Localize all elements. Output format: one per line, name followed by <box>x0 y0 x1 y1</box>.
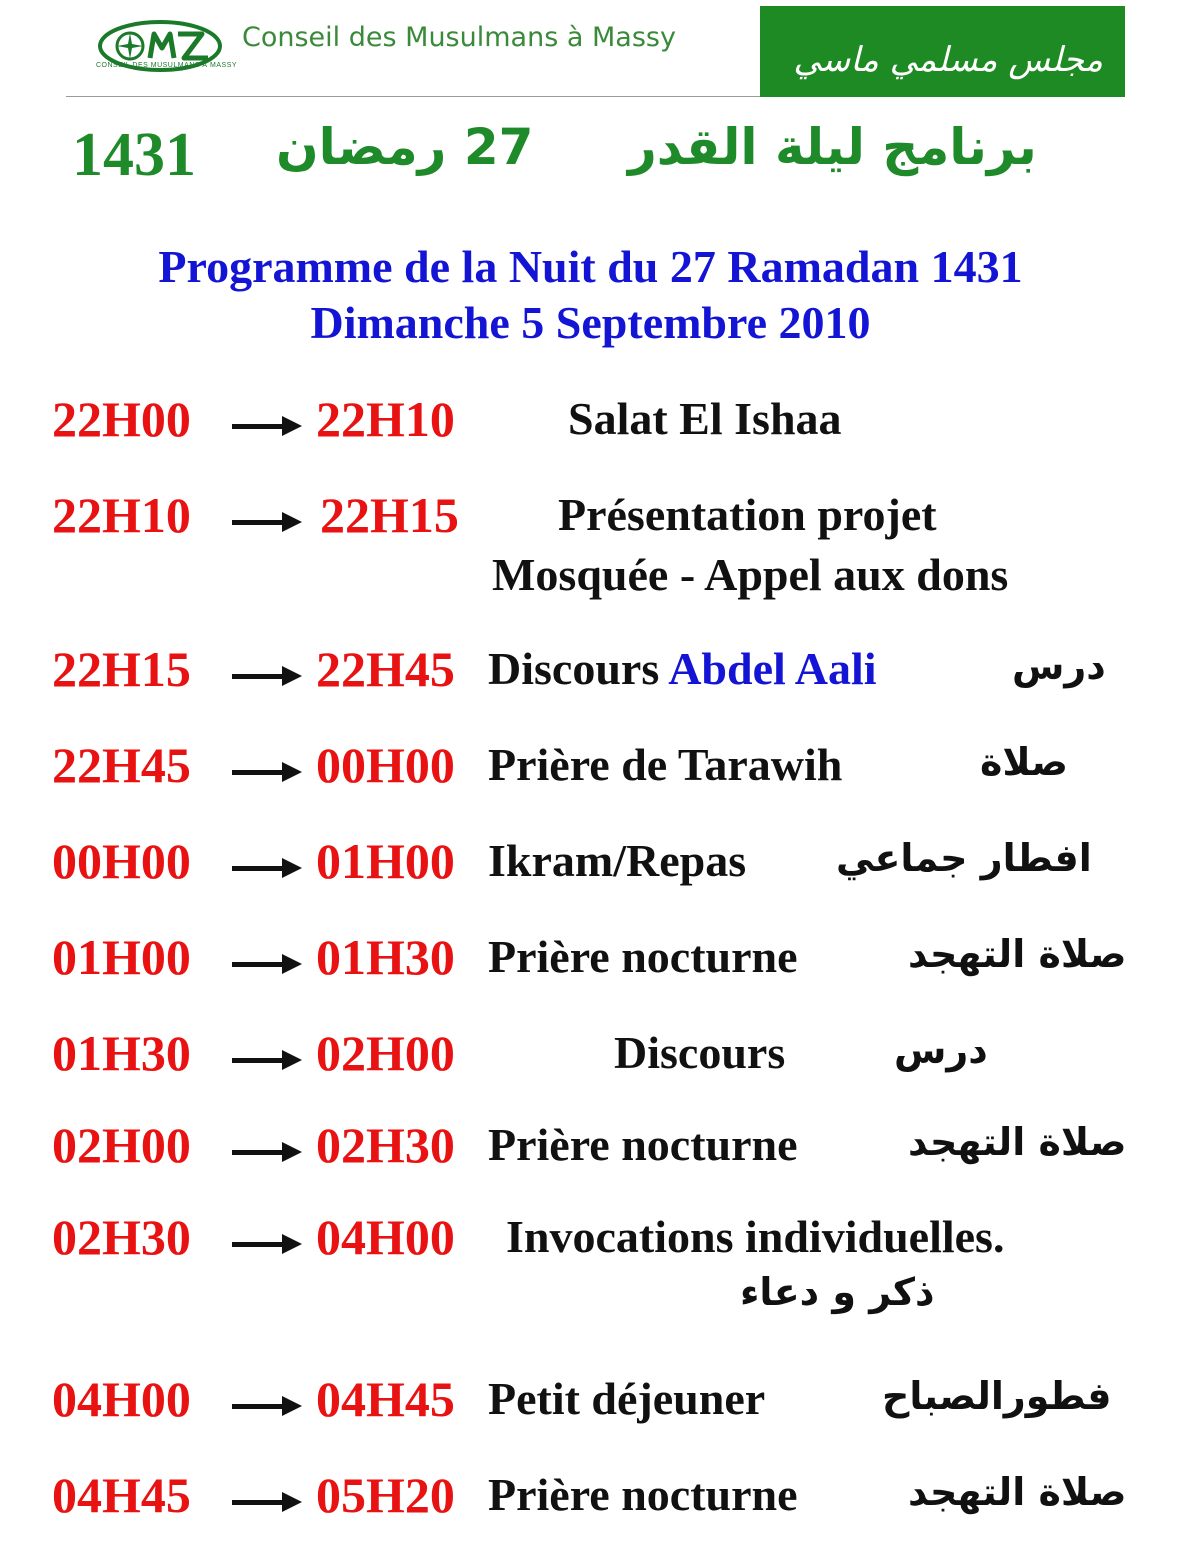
start-time: 00H00 <box>52 833 191 889</box>
schedule-row <box>0 640 1181 700</box>
end-time: 02H30 <box>316 1117 455 1173</box>
end-time: 04H45 <box>316 1371 455 1427</box>
activity-label: Ikram/Repas <box>488 835 747 886</box>
schedule-row <box>0 486 1181 606</box>
start-time: 04H00 <box>52 1371 191 1427</box>
arrow-right-icon <box>232 1050 302 1070</box>
schedule-row <box>0 1370 1181 1430</box>
org-name-ar-banner <box>760 6 1125 97</box>
start-time: 02H30 <box>52 1209 191 1265</box>
end-time: 02H00 <box>316 1025 455 1081</box>
schedule-row <box>0 390 1181 450</box>
activity-label-ar: درس <box>894 1028 988 1072</box>
activity-label: Prière nocturne <box>488 1469 798 1520</box>
speaker-name: Abdel Aali <box>668 643 877 694</box>
arrow-right-icon <box>232 954 302 974</box>
schedule-row <box>0 832 1181 892</box>
start-time: 01H30 <box>52 1025 191 1081</box>
arrow-right-icon <box>232 1492 302 1512</box>
end-time: 00H00 <box>316 737 455 793</box>
activity-label: Discours <box>614 1027 786 1078</box>
activity-label-text: Discours <box>488 643 660 694</box>
start-time: 01H00 <box>52 929 191 985</box>
arrow-right-icon <box>232 1142 302 1162</box>
activity-label-ar: صلاة <box>980 740 1069 784</box>
schedule-row <box>0 1116 1181 1176</box>
end-time: 22H15 <box>320 487 459 543</box>
schedule-row <box>0 1024 1181 1084</box>
header-divider <box>66 96 760 97</box>
end-time: 01H00 <box>316 833 455 889</box>
arrow-right-icon <box>232 1396 302 1416</box>
activity-label-line2: Mosquée - Appel aux dons <box>492 549 1009 600</box>
arrow-right-icon <box>232 666 302 686</box>
schedule-row <box>0 736 1181 796</box>
end-time: 22H45 <box>316 641 455 697</box>
title-day: 27 رمضان <box>276 118 534 176</box>
start-time: 02H00 <box>52 1117 191 1173</box>
activity-label-ar: ذكر و دعاء <box>740 1270 935 1314</box>
header <box>0 0 1181 100</box>
title-program: برنامج ليلة القدر <box>628 118 1037 176</box>
arrow-right-icon <box>232 762 302 782</box>
arrow-right-icon <box>232 416 302 436</box>
activity-label: Prière de Tarawih <box>488 739 843 790</box>
start-time: 22H45 <box>52 737 191 793</box>
org-name-fr: Conseil des Musulmans à Massy <box>242 22 676 53</box>
subtitle-line2: Dimanche 5 Septembre 2010 <box>310 297 871 348</box>
activity-label-ar: درس <box>1012 644 1106 688</box>
activity-label: Prière nocturne <box>488 931 798 982</box>
activity-label-ar: صلاة التهجد <box>908 1120 1127 1164</box>
start-time: 04H45 <box>52 1467 191 1523</box>
arrow-right-icon <box>232 1234 302 1254</box>
activity-label: Petit déjeuner <box>488 1373 766 1424</box>
start-time: 22H15 <box>52 641 191 697</box>
end-time: 22H10 <box>316 391 455 447</box>
arrow-right-icon <box>232 512 302 532</box>
activity-label: Salat El Ishaa <box>568 393 842 444</box>
end-time: 01H30 <box>316 929 455 985</box>
activity-label-ar: صلاة التهجد <box>908 932 1127 976</box>
org-name-ar: مجلس مسلمي ماسي <box>793 40 1103 80</box>
title-year: 1431 <box>72 121 196 189</box>
cmm-logo <box>98 18 222 80</box>
arabic-title <box>0 112 1181 192</box>
arrow-right-icon <box>232 858 302 878</box>
schedule-row <box>0 1466 1181 1526</box>
activity-label: Prière nocturne <box>488 1119 798 1170</box>
logo-subtext: CONSEIL DES MUSULMANS À MASSY <box>96 62 238 69</box>
activity-label-ar: فطورالصباح <box>882 1374 1112 1418</box>
subtitle-line1: Programme de la Nuit du 27 Ramadan 1431 <box>158 241 1023 292</box>
activity-label: Invocations individuelles. <box>506 1211 1005 1262</box>
activity-label-ar: افطار جماعي <box>836 836 1092 880</box>
activity-label-ar: صلاة التهجد <box>908 1470 1127 1514</box>
schedule-row <box>0 928 1181 988</box>
schedule-row <box>0 1208 1181 1328</box>
start-time: 22H00 <box>52 391 191 447</box>
end-time: 05H20 <box>316 1467 455 1523</box>
activity-label <box>488 642 877 695</box>
start-time: 22H10 <box>52 487 191 543</box>
end-time: 04H00 <box>316 1209 455 1265</box>
activity-label: Présentation projet <box>558 489 937 540</box>
